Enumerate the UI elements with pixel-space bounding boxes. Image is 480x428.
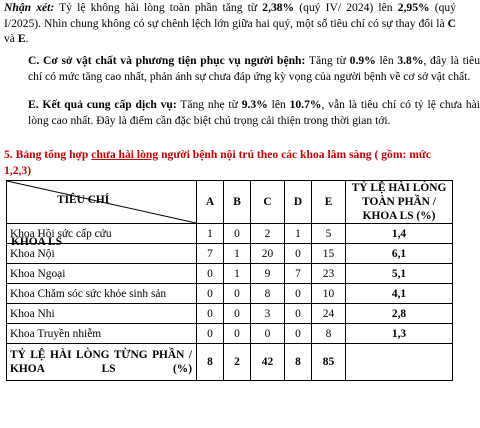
section-heading: 5. Bảng tổng hợp chưa hài lòng người bệnh nội trú theo các khoa lâm sàng ( gồm: mức 1,2,3): [4, 148, 431, 177]
column-header-c: C: [251, 181, 285, 224]
table-row: Khoa Hồi sức cấp cứu 1 0 2 1 5 1,4: [7, 224, 453, 244]
department-percent: 6,1: [346, 244, 453, 264]
table-row: Khoa Ngoại 0 1 9 7 23 5,1: [7, 264, 453, 284]
percent-header: TỶ LỆ HÀI LÒNG TOÀN PHẦN / KHOA LS (%): [346, 181, 453, 224]
total-label: TỶ LỆ HÀI LÒNG TỪNG PHẦN / KHOA LS (%): [7, 344, 197, 381]
table-row: Khoa Truyền nhiễm 0 0 0 0 8 1,3: [7, 324, 453, 344]
value-q4-2024: 2,38%: [262, 1, 295, 14]
criteria-header: TIÊU CHÍ: [57, 194, 110, 206]
total-row: TỶ LỆ HÀI LÒNG TỪNG PHẦN / KHOA LS (%) 8 2 42 8 85: [7, 344, 453, 381]
criterion-c-paragraph: C. Cơ sở vật chất và phương tiện phục vụ người bệnh: Tăng từ 0.9% lên 3.8%, đây là tiêu chí có mức tăng cao nhất, phản ánh sự chưa đáp ứng kỳ vọng của người bệnh về cơ sở vật chất.: [28, 54, 480, 83]
column-header-a: A: [197, 181, 224, 224]
remark-paragraph: Nhận xét: Tỷ lệ không hài lòng toàn phần tăng từ 2,38% (quý IV/ 2024) lên 2,95% (quý I/2025). Nhìn chung không có sự chênh lệch lớn giữa hai quý, một số tiêu chí có sự thay đổi là C và E.: [4, 1, 456, 45]
department-percent: 4,1: [346, 284, 453, 304]
department-percent: 1,4: [346, 224, 453, 244]
table-header-row: [7, 181, 453, 224]
remark-label: Nhận xét:: [4, 1, 55, 14]
department-name: Khoa Hồi sức cấp cứu: [7, 224, 197, 244]
department-dissatisfaction-table: [6, 180, 453, 381]
total-empty-cell: [346, 344, 453, 381]
department-name: Khoa Nhi: [7, 304, 197, 324]
department-name: Khoa Nội: [7, 244, 197, 264]
table-row: Khoa Nhi 0 0 3 0 24 2,8: [7, 304, 453, 324]
column-header-b: B: [224, 181, 251, 224]
criterion-c-title: C. Cơ sở vật chất và phương tiện phục vụ người bệnh:: [28, 54, 306, 67]
department-percent: 5,1: [346, 264, 453, 284]
department-percent: 1,3: [346, 324, 453, 344]
criterion-e-paragraph: E. Kết quả cung cấp dịch vụ: Tăng nhẹ từ 9.3% lên 10.7%, vẫn là tiêu chí có tỷ lệ chưa hài lòng cao nhất. Đây là điểm cần đặc biệt chú trọng cải thiện trong thời gian tới.: [28, 98, 480, 127]
department-name: Khoa Truyền nhiễm: [7, 324, 197, 344]
table-row: Khoa Chăm sóc sức khỏe sinh sản 0 0 8 0 10 4,1: [7, 284, 453, 304]
value-q1-2025: 2,95%: [397, 1, 430, 14]
department-percent: 2,8: [346, 304, 453, 324]
criterion-e-title: E. Kết quả cung cấp dịch vụ:: [28, 98, 177, 111]
department-name: Khoa Chăm sóc sức khỏe sinh sản: [7, 284, 197, 304]
column-header-d: D: [285, 181, 312, 224]
department-name: Khoa Ngoại: [7, 264, 197, 284]
column-header-e: E: [312, 181, 346, 224]
table-row: Khoa Nội 7 1 20 0 15 6,1: [7, 244, 453, 264]
department-header: KHOA LS: [11, 236, 62, 248]
